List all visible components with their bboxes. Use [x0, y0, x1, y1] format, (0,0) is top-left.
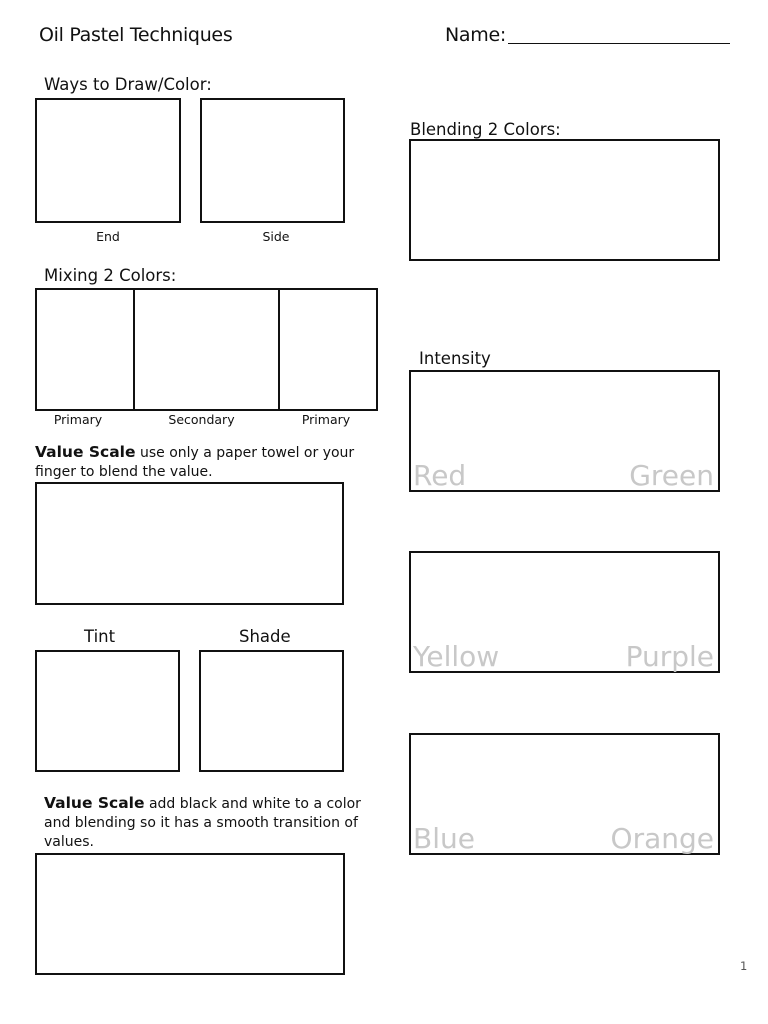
- end-box[interactable]: [35, 98, 181, 223]
- value-scale-1-box[interactable]: [35, 482, 344, 605]
- ways-heading: Ways to Draw/Color:: [44, 75, 212, 94]
- color-label-orange: Orange: [610, 822, 714, 855]
- page-title: Oil Pastel Techniques: [39, 24, 233, 46]
- value-scale-1-title: Value Scale: [35, 443, 136, 461]
- primary-box-2[interactable]: [278, 288, 378, 411]
- color-label-yellow: Yellow: [413, 640, 500, 673]
- secondary-caption: Secondary: [168, 412, 235, 427]
- blending-heading: Blending 2 Colors:: [410, 120, 561, 139]
- value-scale-1-description: [35, 443, 355, 482]
- color-label-red: Red: [413, 459, 467, 492]
- secondary-box[interactable]: [133, 288, 280, 411]
- mixing-heading: Mixing 2 Colors:: [44, 266, 177, 285]
- primary-caption-2: Primary: [301, 412, 351, 427]
- intensity-box-red-green[interactable]: [409, 370, 720, 492]
- value-scale-2-description: [44, 794, 364, 852]
- value-scale-2-title: Value Scale: [44, 794, 145, 812]
- tint-box[interactable]: [35, 650, 180, 772]
- intensity-heading: Intensity: [419, 349, 491, 368]
- color-label-purple: Purple: [625, 640, 714, 673]
- page-number: 1: [740, 959, 748, 973]
- name-label: Name:: [445, 24, 506, 46]
- shade-box[interactable]: [199, 650, 344, 772]
- name-line[interactable]: [508, 43, 730, 44]
- value-scale-2-box[interactable]: [35, 853, 345, 975]
- value-scale-1-text: use only a paper towel or your finger to blend the value.: [35, 445, 355, 480]
- tint-heading: Tint: [84, 627, 116, 646]
- color-label-blue: Blue: [413, 822, 475, 855]
- value-scale-2-text: add black and white to a color and blending so it has a smooth transition of values.: [44, 796, 361, 850]
- color-label-green: Green: [629, 459, 714, 492]
- shade-heading: Shade: [239, 627, 291, 646]
- side-caption: Side: [262, 229, 290, 244]
- intensity-box-yellow-purple[interactable]: [409, 551, 720, 673]
- blending-box[interactable]: [409, 139, 720, 261]
- side-box[interactable]: [200, 98, 345, 223]
- intensity-box-blue-orange[interactable]: [409, 733, 720, 855]
- primary-caption-1: Primary: [53, 412, 103, 427]
- end-caption: End: [96, 229, 120, 244]
- primary-box-1[interactable]: [35, 288, 135, 411]
